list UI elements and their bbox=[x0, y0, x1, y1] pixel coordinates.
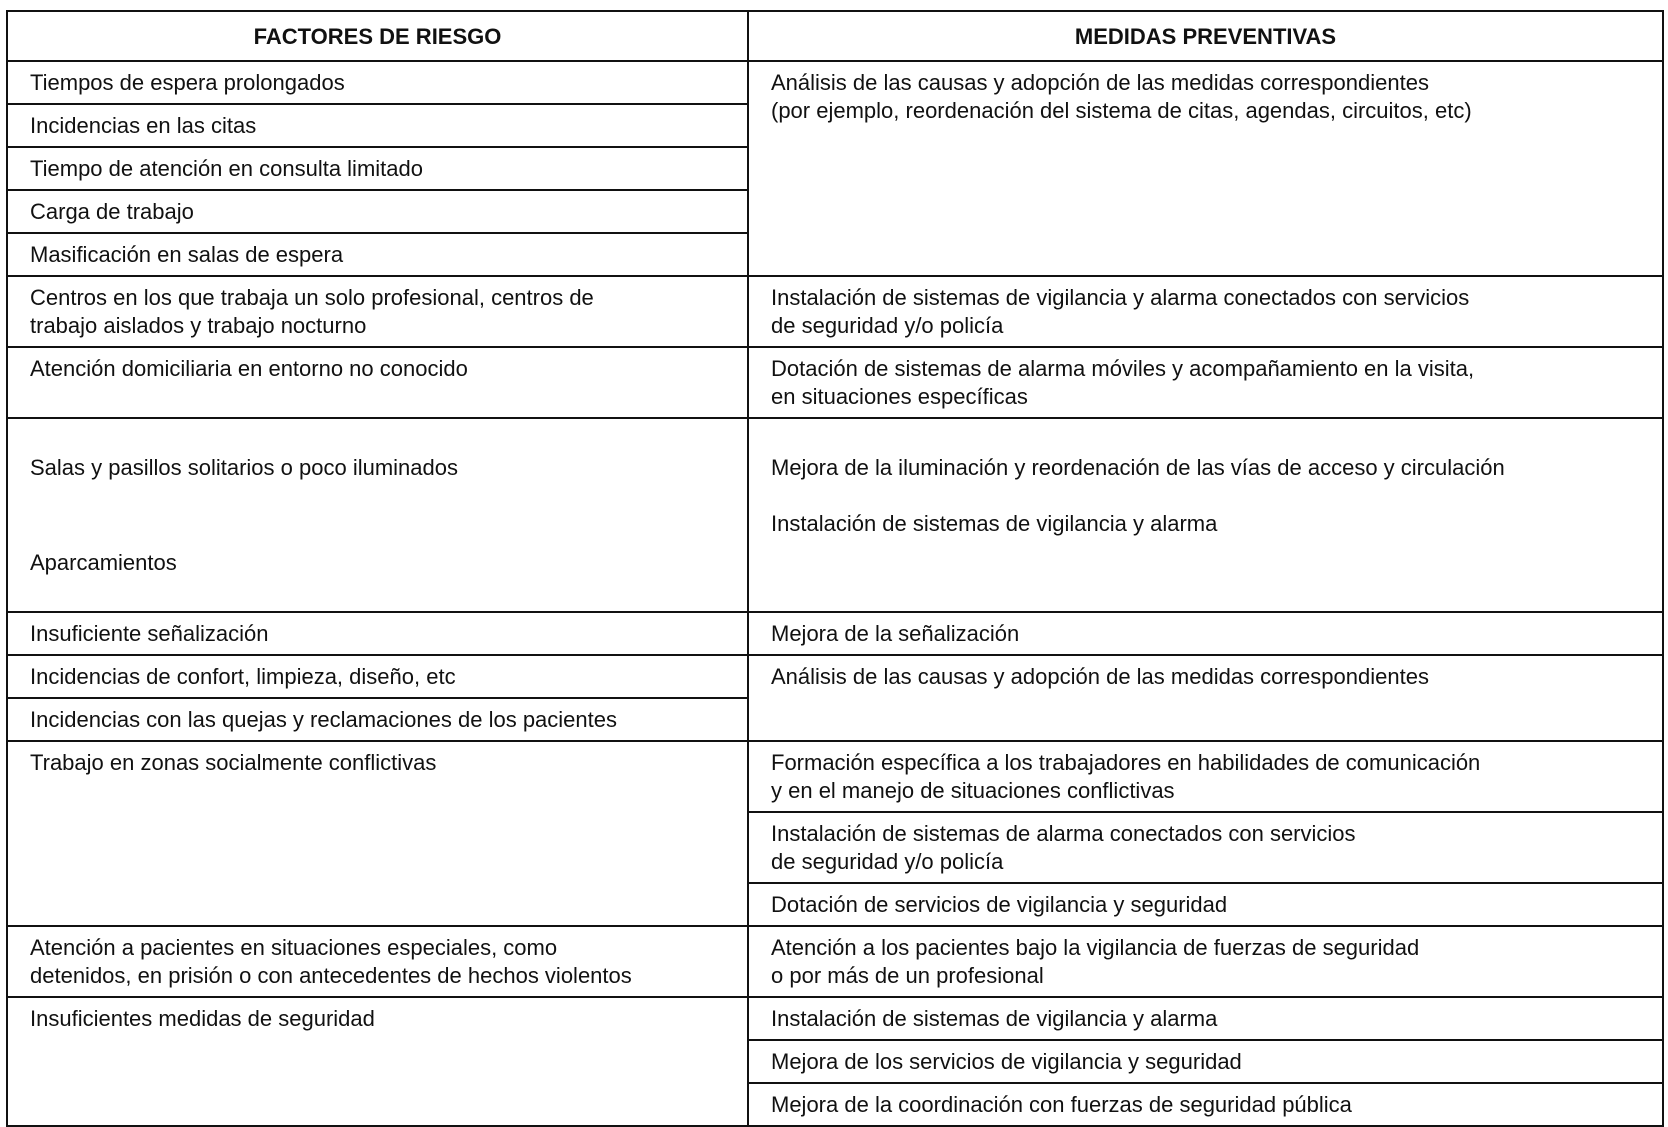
medida-cell: Dotación de servicios de vigilancia y seguridad bbox=[748, 883, 1663, 926]
medida-cell: Mejora de la señalización bbox=[748, 612, 1663, 655]
table-row bbox=[7, 612, 1663, 655]
medida-cell: Instalación de sistemas de vigilancia y alarma conectados con servicios de seguridad y/o policía bbox=[748, 276, 1663, 347]
factor-cell: Carga de trabajo bbox=[7, 190, 748, 233]
factor-line: Aparcamientos bbox=[30, 550, 177, 575]
medida-cell: Análisis de las causas y adopción de las medidas correspondientes bbox=[748, 655, 1663, 741]
header-factores: FACTORES DE RIESGO bbox=[7, 11, 748, 61]
factor-cell: Masificación en salas de espera bbox=[7, 233, 748, 276]
table-row bbox=[7, 418, 1663, 612]
medida-line: Mejora de la iluminación y reordenación de las vías de acceso y circulación bbox=[771, 455, 1505, 480]
table-row bbox=[7, 655, 1663, 698]
table-row bbox=[7, 61, 1663, 104]
factor-cell: Tiempo de atención en consulta limitado bbox=[7, 147, 748, 190]
factor-cell: Insuficiente señalización bbox=[7, 612, 748, 655]
medida-cell bbox=[748, 418, 1663, 612]
header-medidas: MEDIDAS PREVENTIVAS bbox=[748, 11, 1663, 61]
medida-cell: Dotación de sistemas de alarma móviles y acompañamiento en la visita, en situaciones específicas bbox=[748, 347, 1663, 418]
table-row bbox=[7, 926, 1663, 997]
table-row bbox=[7, 997, 1663, 1040]
medida-cell: Análisis de las causas y adopción de las medidas correspondientes (por ejemplo, reordenación del sistema de citas, agendas, circuitos, etc) bbox=[748, 61, 1663, 276]
factor-cell: Incidencias con las quejas y reclamaciones de los pacientes bbox=[7, 698, 748, 741]
medida-cell: Atención a los pacientes bajo la vigilancia de fuerzas de seguridad o por más de un profesional bbox=[748, 926, 1663, 997]
table-row bbox=[7, 347, 1663, 418]
medida-cell: Mejora de los servicios de vigilancia y seguridad bbox=[748, 1040, 1663, 1083]
factor-cell: Atención a pacientes en situaciones especiales, como detenidos, en prisión o con antecedentes de hechos violentos bbox=[7, 926, 748, 997]
factor-cell: Incidencias en las citas bbox=[7, 104, 748, 147]
medida-line: Instalación de sistemas de vigilancia y alarma bbox=[771, 511, 1218, 536]
risk-prevention-table bbox=[6, 10, 1664, 1127]
medida-cell: Formación específica a los trabajadores en habilidades de comunicación y en el manejo de situaciones conflictivas bbox=[748, 741, 1663, 812]
medida-cell: Instalación de sistemas de vigilancia y alarma bbox=[748, 997, 1663, 1040]
medida-cell: Instalación de sistemas de alarma conectados con servicios de seguridad y/o policía bbox=[748, 812, 1663, 883]
table-row bbox=[7, 741, 1663, 812]
factor-cell: Insuficientes medidas de seguridad bbox=[7, 997, 748, 1126]
factor-cell: Centros en los que trabaja un solo profesional, centros de trabajo aislados y trabajo nocturno bbox=[7, 276, 748, 347]
factor-cell: Atención domiciliaria en entorno no conocido bbox=[7, 347, 748, 418]
table-row bbox=[7, 276, 1663, 347]
medida-cell: Mejora de la coordinación con fuerzas de seguridad pública bbox=[748, 1083, 1663, 1126]
factor-cell: Tiempos de espera prolongados bbox=[7, 61, 748, 104]
factor-line: Salas y pasillos solitarios o poco iluminados bbox=[30, 455, 458, 480]
factor-cell: Incidencias de confort, limpieza, diseño, etc bbox=[7, 655, 748, 698]
factor-cell bbox=[7, 418, 748, 612]
header-row bbox=[7, 11, 1663, 61]
factor-cell: Trabajo en zonas socialmente conflictivas bbox=[7, 741, 748, 926]
